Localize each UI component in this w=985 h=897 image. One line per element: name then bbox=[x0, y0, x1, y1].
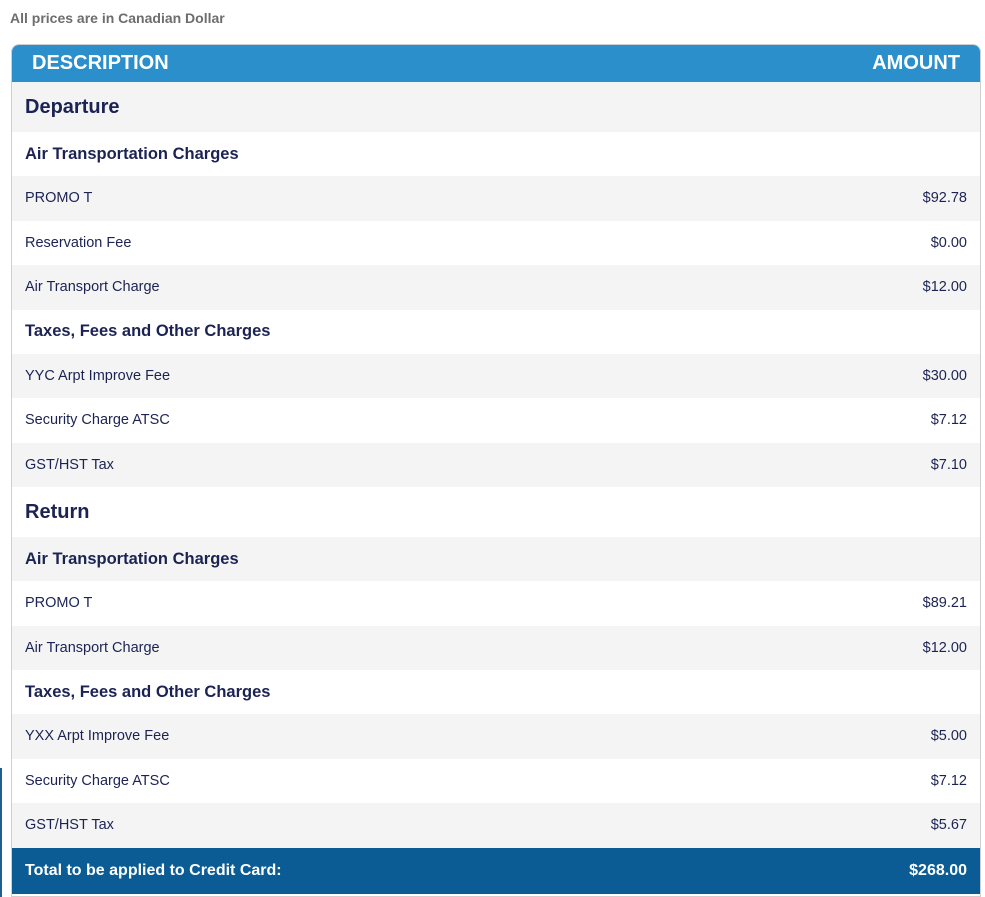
amount-column-header: AMOUNT bbox=[872, 52, 960, 74]
row-label: GST/HST Tax bbox=[25, 817, 114, 834]
row-amount: $0.00 bbox=[930, 234, 967, 251]
row-amount: $7.12 bbox=[930, 412, 967, 429]
total-label: Total to be applied to Credit Card: bbox=[25, 861, 282, 879]
row-amount: $5.00 bbox=[930, 728, 967, 745]
departure-air-charges-group: Air Transportation Charges bbox=[12, 132, 980, 176]
departure-taxes-group: Taxes, Fees and Other Charges bbox=[12, 310, 980, 354]
row-label: PROMO T bbox=[25, 190, 93, 207]
table-row bbox=[12, 759, 980, 804]
table-header bbox=[12, 45, 980, 82]
row-label: Security Charge ATSC bbox=[25, 772, 170, 789]
table-row bbox=[12, 803, 980, 848]
total-row bbox=[12, 848, 980, 894]
row-amount: $7.12 bbox=[930, 772, 967, 789]
return-taxes-group: Taxes, Fees and Other Charges bbox=[12, 670, 980, 714]
row-label: Security Charge ATSC bbox=[25, 412, 170, 429]
row-label: Air Transport Charge bbox=[25, 639, 160, 656]
row-amount: $7.10 bbox=[930, 456, 967, 473]
price-breakdown-table bbox=[11, 44, 981, 897]
table-row bbox=[12, 443, 980, 488]
table-row bbox=[12, 398, 980, 443]
left-edge-indicator bbox=[0, 768, 2, 897]
total-amount: $268.00 bbox=[909, 861, 967, 879]
return-section-title: Return bbox=[12, 487, 980, 537]
description-column-header: DESCRIPTION bbox=[32, 52, 169, 74]
return-air-charges-group: Air Transportation Charges bbox=[12, 537, 980, 581]
row-label: Reservation Fee bbox=[25, 234, 132, 251]
row-amount: $89.21 bbox=[922, 595, 967, 612]
table-row bbox=[12, 265, 980, 310]
row-amount: $12.00 bbox=[922, 639, 967, 656]
row-label: PROMO T bbox=[25, 595, 93, 612]
departure-section-title: Departure bbox=[12, 82, 980, 132]
currency-note: All prices are in Canadian Dollar bbox=[10, 10, 225, 26]
row-label: Air Transport Charge bbox=[25, 279, 160, 296]
row-amount: $92.78 bbox=[922, 190, 967, 207]
table-row bbox=[12, 714, 980, 759]
row-label: YYC Arpt Improve Fee bbox=[25, 367, 171, 384]
row-label: YXX Arpt Improve Fee bbox=[25, 728, 170, 745]
table-footer-space bbox=[12, 894, 980, 897]
table-row bbox=[12, 354, 980, 399]
table-row bbox=[12, 626, 980, 671]
row-amount: $12.00 bbox=[922, 279, 967, 296]
table-row bbox=[12, 221, 980, 266]
row-amount: $5.67 bbox=[930, 817, 967, 834]
table-row bbox=[12, 581, 980, 626]
table-row bbox=[12, 176, 980, 221]
row-amount: $30.00 bbox=[922, 367, 967, 384]
row-label: GST/HST Tax bbox=[25, 456, 114, 473]
